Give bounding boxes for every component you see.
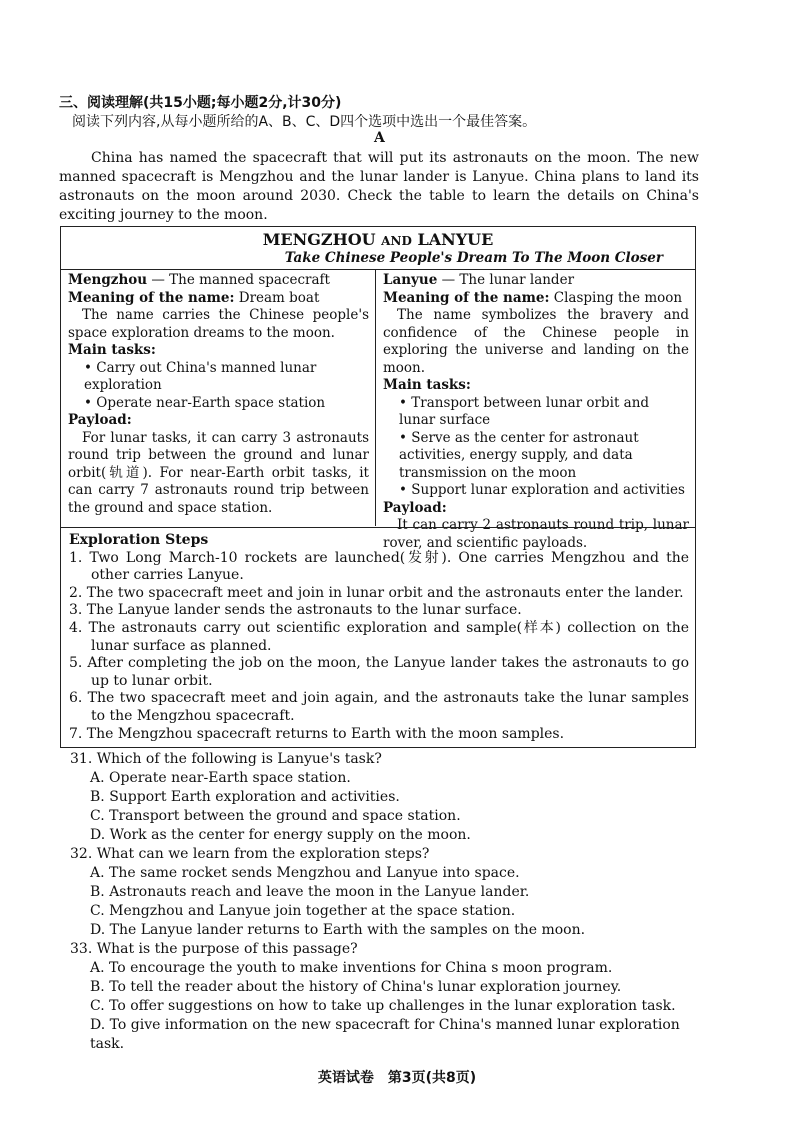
mengzhou-heading <box>68 272 369 290</box>
mengzhou-payload-label: Payload: <box>68 412 132 428</box>
lanyue-tasks-label: Main tasks: <box>383 377 471 393</box>
lanyue-meaning-desc: The name symbolizes the bravery and confidence of the Chinese people in exploring the universe and landing on the moon. <box>383 307 689 376</box>
passage-label: A <box>374 130 385 146</box>
option-31d: D. Work as the center for energy supply on the moon. <box>90 827 471 843</box>
lanyue-heading <box>383 272 689 290</box>
step-item: 4. The astronauts carry out scientific exploration and sample(样本) collection on the lunar surface as planned. <box>69 619 689 654</box>
step-item: 3. The Lanyue lander sends the astronauts to the lunar surface. <box>69 602 522 619</box>
mengzhou-meaning <box>68 290 369 308</box>
lanyue-payload-label: Payload: <box>383 499 447 516</box>
option-32b: B. Astronauts reach and leave the moon in the Lanyue lander. <box>90 884 530 900</box>
page-footer: 英语试卷 第3页(共8页) <box>317 1070 477 1086</box>
mengzhou-task-2: • Operate near-Earth space station <box>84 394 326 411</box>
section-instruction: 阅读下列内容,从每小题所给的A、B、C、D四个选项中选出一个最佳答案。 <box>72 114 537 130</box>
lanyue-column <box>375 270 695 551</box>
lanyue-name: Lanyue <box>383 272 438 288</box>
mengzhou-meaning-label: Meaning of the name: <box>68 289 235 306</box>
lanyue-task-3: • Support lunar exploration and activities <box>399 482 685 498</box>
mengzhou-meaning-desc: The name carries the Chinese people's space exploration dreams to the moon. <box>68 307 369 341</box>
step-item: 5. After completing the job on the moon, the Lanyue lander takes the astronauts to go up to lunar orbit. <box>69 655 689 689</box>
mengzhou-task-1: • Carry out China's manned lunar exploration <box>84 359 317 393</box>
mengzhou-type: — The manned spacecraft <box>147 272 330 288</box>
info-table <box>60 226 696 748</box>
option-33c: C. To offer suggestions on how to take up challenges in the lunar exploration task. <box>90 998 676 1014</box>
question-33: 33. What is the purpose of this passage? <box>70 941 358 957</box>
title-lanyue: LANYUE <box>417 230 494 249</box>
option-31b: B. Support Earth exploration and activities. <box>90 789 400 805</box>
section-title: 三、阅读理解(共15小题;每小题2分,计30分) <box>59 95 342 111</box>
mengzhou-tasks-label: Main tasks: <box>68 342 156 358</box>
mengzhou-name: Mengzhou <box>68 272 148 288</box>
question-32: 32. What can we learn from the exploration steps? <box>70 846 430 862</box>
questions <box>70 750 700 1054</box>
option-31c: C. Transport between the ground and space station. <box>90 808 461 824</box>
exploration-steps <box>61 527 695 743</box>
table-header <box>61 227 695 270</box>
option-33a: A. To encourage the youth to make inventions for China s moon program. <box>90 960 613 976</box>
option-32a: A. The same rocket sends Mengzhou and Lanyue into space. <box>90 865 520 881</box>
lanyue-meaning <box>383 290 689 308</box>
option-31a: A. Operate near-Earth space station. <box>90 770 351 786</box>
lanyue-payload-text: It can carry 2 astronauts round trip, lunar rover, and scientific payloads. <box>383 517 689 551</box>
title-mengzhou: MENGZHOU <box>262 230 376 249</box>
lanyue-meaning-value: Clasping the moon <box>549 289 683 306</box>
lanyue-task-2: • Serve as the center for astronaut activities, energy supply, and data transmission on the moon <box>399 429 639 481</box>
mengzhou-column <box>61 270 375 526</box>
step-item: 2. The two spacecraft meet and join in lunar orbit and the astronauts enter the lander. <box>69 584 684 601</box>
table-subtitle: Take Chinese People's Dream To The Moon Closer <box>284 250 663 266</box>
title-and: AND <box>381 234 412 248</box>
question-31: 31. Which of the following is Lanyue's task? <box>70 751 382 767</box>
option-33d: D. To give information on the new spacecraft for China's manned lunar exploration task. <box>90 1017 680 1052</box>
step-item: 6. The two spacecraft meet and join again, and the astronauts take the lunar samples to the Mengzhou spacecraft. <box>69 690 689 724</box>
step-item: 1. Two Long March-10 rockets are launched(发射). One carries Mengzhou and the other carries Lanyue. <box>69 549 689 584</box>
steps-title: Exploration Steps <box>69 532 209 548</box>
option-32c: C. Mengzhou and Lanyue join together at the space station. <box>90 903 516 919</box>
step-item: 7. The Mengzhou spacecraft returns to Earth with the moon samples. <box>69 725 565 742</box>
mengzhou-payload-text: For lunar tasks, it can carry 3 astronauts round trip between the ground and lunar orbit(轨道). For near-Earth orbit tasks, it can carry 7 astronauts round trip between the ground and space station. <box>68 429 369 516</box>
mengzhou-meaning-value: Dream boat <box>234 289 320 306</box>
option-32d: D. The Lanyue lander returns to Earth with the samples on the moon. <box>90 922 586 938</box>
lanyue-meaning-label: Meaning of the name: <box>383 289 550 306</box>
option-33b: B. To tell the reader about the history of China's lunar exploration journey. <box>90 979 622 995</box>
lanyue-task-1: • Transport between lunar orbit and lunar surface <box>399 394 650 428</box>
lanyue-type: — The lunar lander <box>437 272 575 288</box>
table-title <box>61 230 695 249</box>
intro-paragraph: China has named the spacecraft that will put its astronauts on the moon. The new manned spacecraft is Mengzhou and the lunar lander is Lanyue. China plans to land its astronauts on the moon around 2030. Check the table to learn the details on China's exciting journey to the moon. <box>59 150 699 223</box>
